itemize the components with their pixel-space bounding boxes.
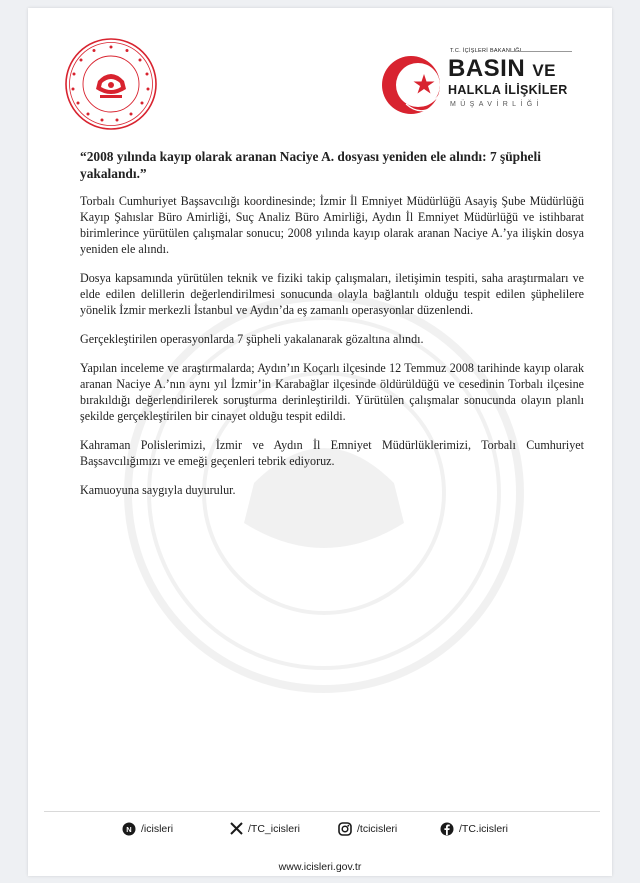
document-page <box>28 8 612 876</box>
social-handle: /icisleri <box>141 823 174 835</box>
body-paragraph: Kahraman Polislerimizi, İzmir ve Aydın İl Emniyet Müdürlüklerimizi, Torbalı Cumhuriyet Başsavcılığımızı ve emeği geçenleri tebrik ediyoruz. <box>80 438 584 468</box>
body-paragraph: Torbalı Cumhuriyet Başsavcılığı koordinesinde; İzmir İl Emniyet Müdürlüğü Asayiş Şube Müdürlüğü Kayıp Şahıslar Büro Amirliği, Suç Analiz Büro Amirliği, Aydın İl Emniyet Müdürlüğü ve istihbarat birimlerince yürütülen çalışmalar sonucu; 2008 yılında kayıp olarak aranan Naciye A.’ya ilişkin dosya yeniden ele alındı. <box>80 194 584 256</box>
press-release-title: “2008 yılında kayıp olarak aranan Naciye A. dosyası yeniden ele alındı: 7 şüpheli yakalandı.” <box>80 149 541 181</box>
body-paragraph: Dosya kapsamında yürütülen teknik ve fiziki takip çalışmaları, iletişimin tespiti, saha araştırmaları ve elde edilen delillerin değerlendirilmesi sonucunda olayla bağlantılı olduğu tespit edilen şüphelilere yönelik İzmir merkezli İstanbul ve Aydın’da eş zamanlı operasyonlar düzenlendi. <box>80 271 584 317</box>
crescent-star-logo <box>380 54 442 116</box>
brand-title-ve: VE <box>532 61 557 80</box>
brand-ministry-label: T.C. İÇİŞLERİ BAKANLIĞI <box>450 48 522 54</box>
social-instagram[interactable] <box>338 822 397 836</box>
social-handle: /tcicisleri <box>357 823 398 835</box>
social-facebook[interactable] <box>440 822 508 836</box>
brand-title-line1 <box>448 57 556 81</box>
social-x[interactable] <box>230 822 300 835</box>
press-office-brand <box>380 48 576 128</box>
social-footer <box>28 822 612 842</box>
ministry-seal-logo <box>64 37 158 131</box>
body-paragraph: Yapılan inceleme ve araştırmalarda; Aydın’ın Koçarlı ilçesinde 12 Temmuz 2008 tarihinde kayıp olarak aranan Naciye A.’nın aynı yıl İzmir’in Karabağlar ilçesinde öldürüldüğü ve cesedinin Torbalı ilçesine bırakıldığı değerlendirilerek soruşturma derinleştirildi. Yürütülen çalışmalar sonucunda olayın planlı şekilde gerçekleştirilen bir cinayet olduğu tespit edildi. <box>80 361 584 423</box>
facebook-icon <box>440 822 454 836</box>
svg-text:N: N <box>126 825 132 834</box>
social-handle: /TC.icisleri <box>459 823 508 835</box>
instagram-icon <box>338 822 352 836</box>
body-paragraph: Kamuoyuna saygıyla duyurulur. <box>80 483 236 497</box>
press-release-body <box>80 148 584 511</box>
brand-subtitle: MÜŞAVİRLİĞİ <box>450 101 544 108</box>
nsosyal-icon <box>122 822 136 836</box>
social-nsosyal[interactable] <box>122 822 173 836</box>
footer-divider <box>44 811 600 812</box>
brand-title-line2: HALKLA İLİŞKİLER <box>448 83 568 97</box>
website-link[interactable]: www.icisleri.gov.tr <box>278 861 362 873</box>
body-paragraph: Gerçekleştirilen operasyonlarda 7 şüpheli yakalanarak gözaltına alındı. <box>80 332 424 346</box>
x-icon <box>230 822 243 835</box>
brand-title-basin: BASIN <box>448 55 526 82</box>
social-handle: /TC_icisleri <box>248 822 300 835</box>
